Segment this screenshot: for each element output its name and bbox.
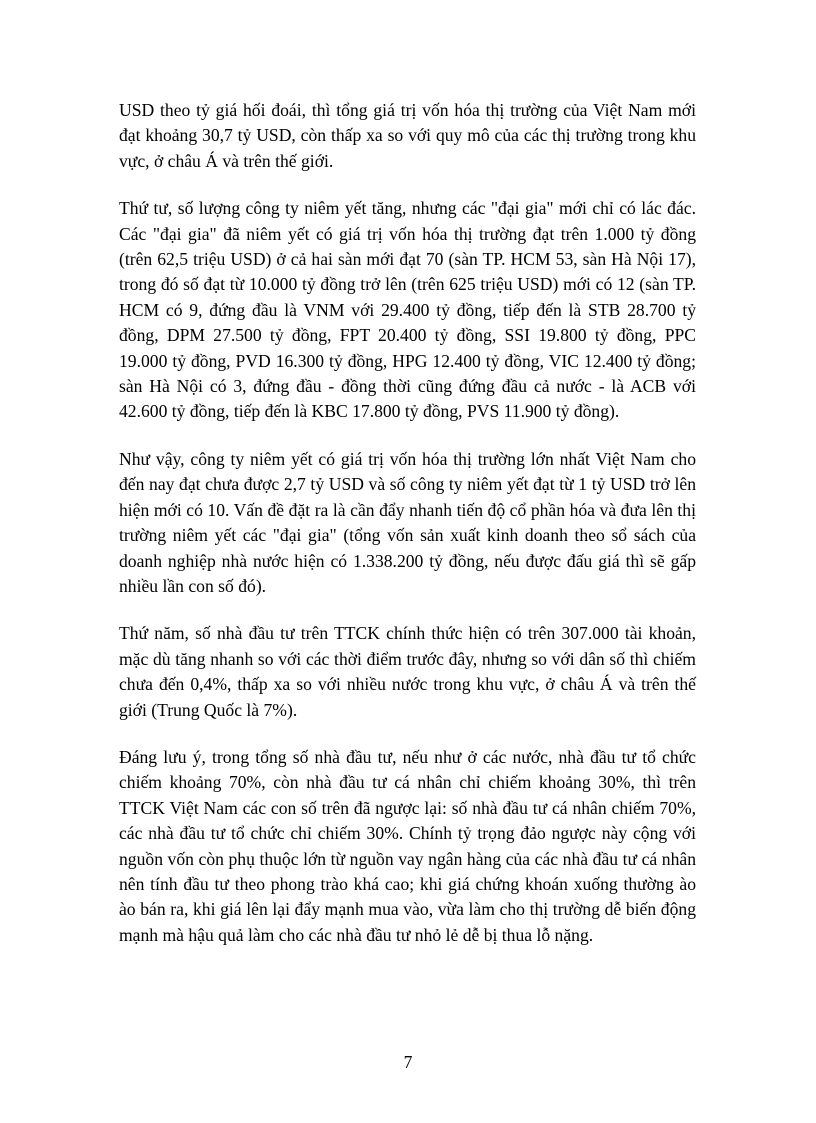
document-body [119, 98, 696, 970]
paragraph-4: Thứ năm, số nhà đầu tư trên TTCK chính thức hiện có trên 307.000 tài khoản, mặc dù tăng nhanh so với các thời điểm trước đây, nhưng so với dân số thì chiếm chưa đến 0,4%, thấp xa so với nhiều nước trong khu vực, ở châu Á và trên thế giới (Trung Quốc là 7%). [119, 623, 696, 720]
paragraph-5: Đáng lưu ý, trong tổng số nhà đầu tư, nếu như ở các nước, nhà đầu tư tổ chức chiếm khoảng 70%, còn nhà đầu tư cá nhân chỉ chiếm khoảng 30%, thì trên TTCK Việt Nam các con số trên đã ngược lại: số nhà đầu tư cá nhân chiếm 70%, các nhà đầu tư tổ chức chỉ chiếm 30%. Chính tỷ trọng đảo ngược này cộng với nguồn vốn còn phụ thuộc lớn từ nguồn vay ngân hàng của các nhà đầu tư cá nhân nên tính đầu tư theo phong trào khá cao; khi giá chứng khoán xuống thường ào ào bán ra, khi giá lên lại đẩy mạnh mua vào, vừa làm cho thị trường dễ biến động mạnh mà hậu quả làm cho các nhà đầu tư nhỏ lẻ dễ bị thua lỗ nặng. [119, 746, 696, 945]
paragraph-2: Thứ tư, số lượng công ty niêm yết tăng, nhưng các "đại gia" mới chỉ có lác đác. Các "đại gia" đã niêm yết có giá trị vốn hóa thị trường đạt trên 1.000 tỷ đồng (trên 62,5 triệu USD) ở cả hai sàn mới đạt 70 (sàn TP. HCM 53, sàn Hà Nội 17), trong đó số đạt từ 10.000 tỷ đồng trở lên (trên 625 triệu USD) mới có 12 (sàn TP. HCM có 9, đứng đầu là VNM với 29.400 tỷ đồng, tiếp đến là STB 28.700 tỷ đồng, DPM 27.500 tỷ đồng, FPT 20.400 tỷ đồng, SSI 19.800 tỷ đồng, PPC 19.000 tỷ đồng, PVD 16.300 tỷ đồng, HPG 12.400 tỷ đồng, VIC 12.400 tỷ đồng; sàn Hà Nội có 3, đứng đầu - đồng thời cũng đứng đầu cả nước - là ACB với 42.600 tỷ đồng, tiếp đến là KBC 17.800 tỷ đồng, PVS 11.900 tỷ đồng). [119, 198, 696, 422]
paragraph-3: Như vậy, công ty niêm yết có giá trị vốn hóa thị trường lớn nhất Việt Nam cho đến nay đạt chưa được 2,7 tỷ USD và số công ty niêm yết đạt từ 1 tỷ USD trở lên hiện mới có 10. Vấn đề đặt ra là cần đẩy nhanh tiến độ cổ phần hóa và đưa lên thị trường niêm yết các "đại gia" (tổng vốn sản xuất kinh doanh theo sổ sách của doanh nghiệp nhà nước hiện có 1.338.200 tỷ đồng, nếu được đấu giá thì sẽ gấp nhiều lần con số đó). [119, 448, 696, 596]
paragraph-1: USD theo tỷ giá hối đoái, thì tổng giá trị vốn hóa thị trường của Việt Nam mới đạt khoảng 30,7 tỷ USD, còn thấp xa so với quy mô của các thị trường trong khu vực, ở châu Á và trên thế giới. [119, 100, 696, 171]
page-number: 7 [403, 1052, 413, 1072]
